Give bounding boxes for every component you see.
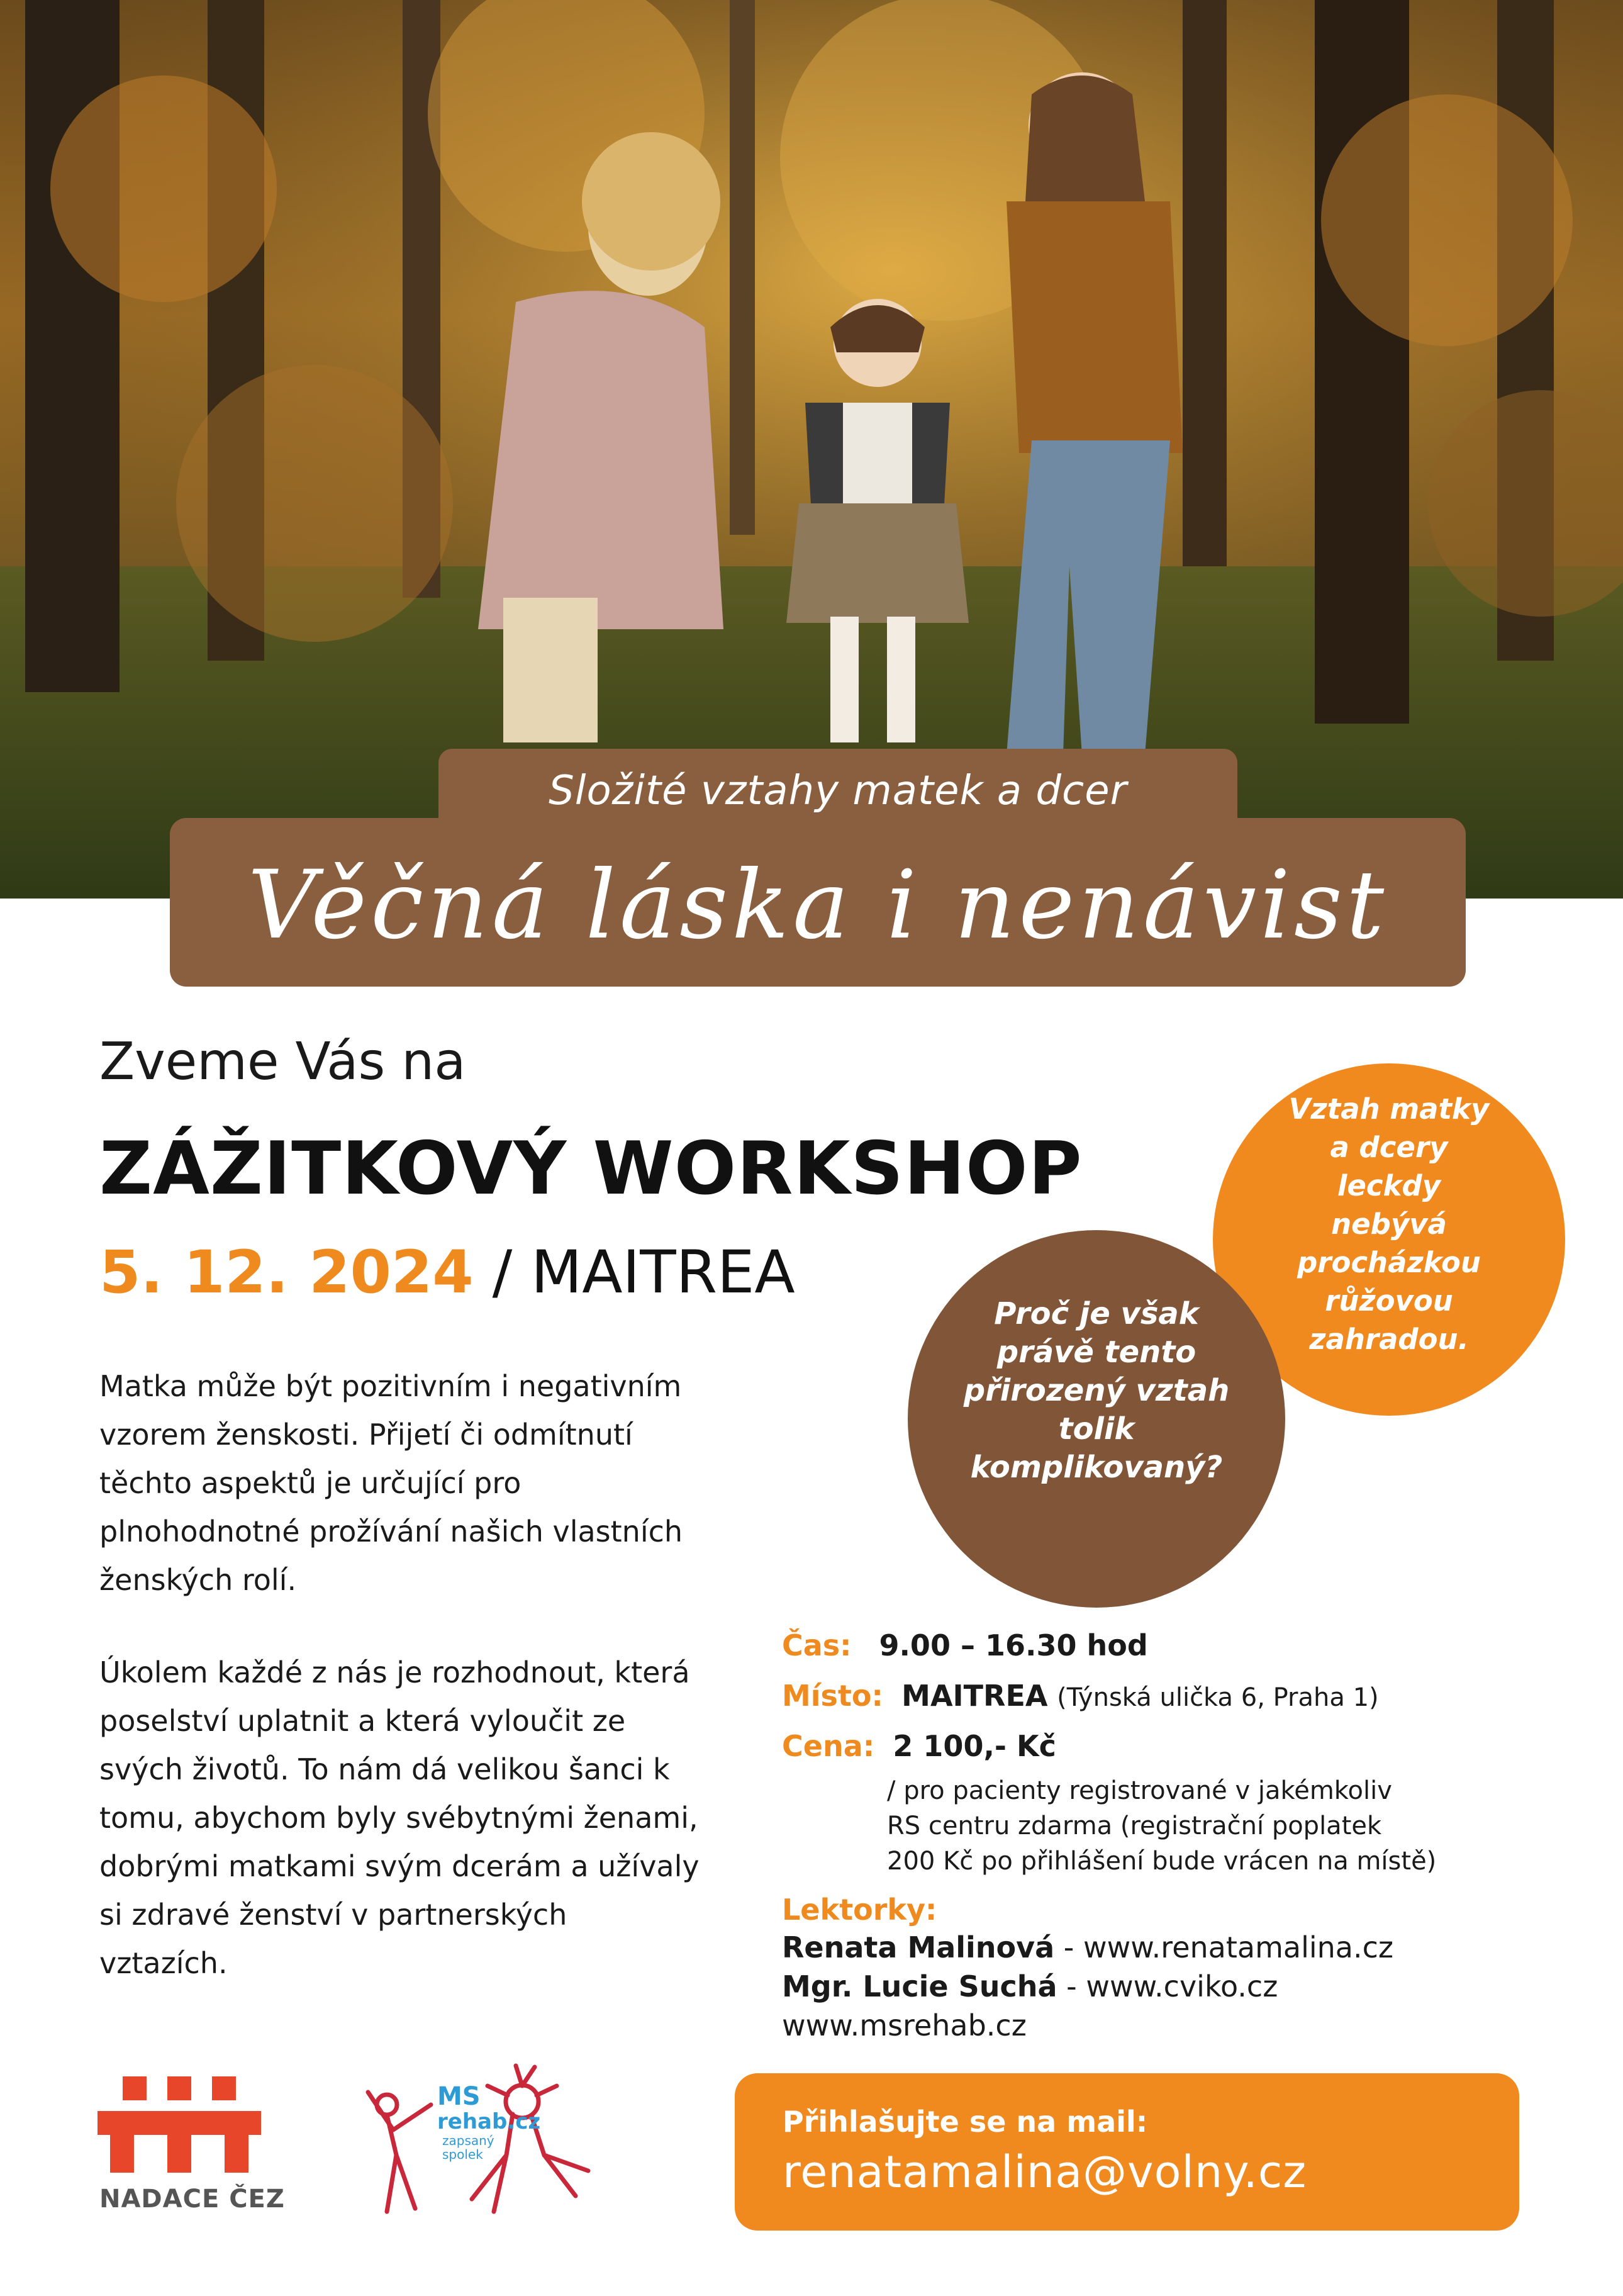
quote-bubble-brown-text: Proč je však právě tento přirozený vztah tolik komplikovaný? bbox=[963, 1296, 1230, 1485]
detail-place-value: MAITREA bbox=[901, 1679, 1048, 1713]
msrehab-line3: zapsaný bbox=[442, 2133, 494, 2148]
msrehab-line1: MS bbox=[437, 2082, 481, 2111]
body-paragraph-2: Úkolem každé z nás je rozhodnout, která poselství uplatnit a která vyloučit ze svých životů. To nám dá velikou šanci k tomu, abychom byly svébytnými ženami, dobrými matkami svým dcerám a užívaly si zdravé ženství v partnerských vztazích. bbox=[99, 1655, 700, 1980]
lecturer-2-name: Mgr. Lucie Suchá bbox=[782, 1969, 1057, 2003]
detail-price-value: 2 100,- Kč bbox=[893, 1729, 1056, 1763]
workshop-headline: ZÁŽITKOVÝ WORKSHOP bbox=[99, 1126, 1083, 1211]
detail-price-note bbox=[887, 1773, 1436, 1879]
lecturers-title: Lektorky: bbox=[782, 1893, 937, 1927]
detail-time-label: Čas: bbox=[782, 1628, 852, 1662]
lecturer-1 bbox=[782, 1930, 1393, 1964]
detail-time-value: 9.00 – 16.30 hod bbox=[879, 1628, 1148, 1662]
msrehab-line2: rehab.cz bbox=[437, 2109, 541, 2134]
banner-title-box bbox=[170, 818, 1466, 987]
event-date: 5. 12. 2024 bbox=[99, 1238, 474, 1307]
nadace-cez-logo-icon bbox=[98, 2076, 286, 2202]
signup-label: Přihlašujte se na mail: bbox=[783, 2105, 1148, 2139]
msrehab-line4: spolek bbox=[442, 2147, 483, 2162]
lecturer-1-web[interactable]: - www.renatamalina.cz bbox=[1054, 1930, 1394, 1964]
price-note-line: / pro pacienty registrované v jakémkoliv bbox=[887, 1776, 1392, 1805]
detail-place bbox=[782, 1679, 1379, 1713]
price-note-line: RS centru zdarma (registrační poplatek bbox=[887, 1812, 1382, 1840]
msrehab-logo-icon bbox=[362, 2061, 626, 2224]
lecturer-1-name: Renata Malinová bbox=[782, 1930, 1055, 1964]
quote-bubble-brown bbox=[908, 1230, 1285, 1608]
detail-time bbox=[782, 1628, 1148, 1662]
signup-email-link[interactable]: renatamalina@volny.cz bbox=[783, 2146, 1307, 2198]
detail-price-label: Cena: bbox=[782, 1729, 875, 1763]
invite-text: Zveme Vás na bbox=[99, 1032, 466, 1092]
quote-bubble-orange-text: Vztah matky a dcery leckdy nebývá procházkou růžovou zahradou. bbox=[1288, 1092, 1490, 1356]
price-note-line: 200 Kč po přihlášení bude vrácen na místě) bbox=[887, 1847, 1437, 1876]
msrehab-web-link[interactable]: www.msrehab.cz bbox=[782, 2008, 1027, 2042]
detail-place-address: (Týnská ulička 6, Praha 1) bbox=[1057, 1683, 1379, 1712]
event-venue: / MAITREA bbox=[473, 1238, 795, 1307]
detail-place-label: Místo: bbox=[782, 1679, 883, 1713]
banner-title: Věčná láska i nenávist bbox=[247, 851, 1388, 960]
detail-price bbox=[782, 1729, 1056, 1763]
body-paragraph-1: Matka může být pozitivním i negativním vzorem ženskosti. Přijetí či odmítnutí těchto aspektů je určující pro plnohodnotné prožívání našich vlastních ženských rolí. bbox=[99, 1369, 683, 1597]
lecturer-2-web[interactable]: - www.cviko.cz bbox=[1057, 1969, 1278, 2003]
nadace-cez-text: NADACE ČEZ bbox=[99, 2185, 285, 2214]
banner-subtitle: Složité vztahy matek a dcer bbox=[549, 768, 1127, 814]
lecturer-2 bbox=[782, 1969, 1278, 2003]
signup-box bbox=[735, 2073, 1519, 2231]
date-line bbox=[99, 1238, 795, 1307]
